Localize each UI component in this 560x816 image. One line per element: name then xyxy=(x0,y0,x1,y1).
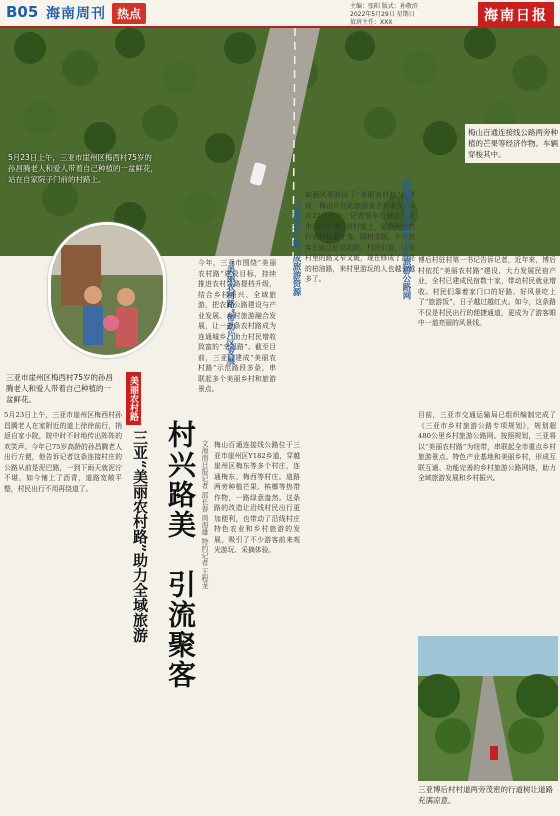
village-road-photo xyxy=(418,636,558,781)
article-column-5: 博后村驻村第一书记告诉记者，近年来，博后村依托“美丽农村路”建设，大力发展民宿产业，全村已建成民宿数十家，带动村民就业增收。村民们靠着家门口的好路、好风景吃上了“旅游饭”，日子越过越红火。如今，这条路不仅是村民出行的便捷通道，更成为了游客眼中一道亮丽的风景线。 xyxy=(418,256,556,327)
inset-caption: 三亚市崖州区梅西村75岁的孙昌腾老人和爱人带着自己种植的一盆鲜花。 xyxy=(6,373,114,404)
subhead-2: “美丽农村路”成旅游资源 xyxy=(291,200,301,297)
meta-date: 2022年5月29日 星期日 xyxy=(350,11,415,18)
page-code: B05 xyxy=(6,3,39,21)
article-column-2: 今年，三亚市围绕“美丽农村路”建设目标，持续推进农村公路提档升级，结合乡村振兴、全域旅游，把农村公路建设与产业发展、乡村旅游融合发展，让一条条农村路成为连通城乡、助力村民增收致富的“幸福路”。截至目前，三亚已建成“美丽农村路”示范路段多条，串联起多个美丽乡村和旅游景点。 xyxy=(198,259,276,393)
article-column-1: 5月23日上午，三亚市崖州区梅西村孙昌腾老人在家附近的道上徐徐前行，捎返自家小院，院中时不时地传出阵阵的欢笑声。今年已75岁高龄的孙昌腾老人出行方便，他告诉记者这条连接村庄的公路从前是泥巴路，一到下雨天就泥泞不堪，如今铺上了沥青，道路宽敞平整，村民出行不用再绕道了。 xyxy=(4,411,122,493)
article-byline: 文海南日报记者 邵长春 周海雄 特约记者 王程龙 xyxy=(201,440,209,589)
article-column-3: 梅山百通连接线公路位于三亚市崖州区Y182乡道，穿越崖州区梅东等多个村庄，连通梅东、梅西等村庄。道路两旁种植芒果、槟榔等热带作物，一路绿意盎然。这条路的改造让沿线村民出行更加便利，也带动了沿线村庄特色农业和乡村旅游的发展，吸引了不少游客前来观光游玩、采摘体验。 xyxy=(214,441,300,554)
meta-duty: 值班主任：XXX xyxy=(350,19,393,26)
meta-editor: 主编：张阳 版式：孙敬滨 xyxy=(350,3,418,10)
photo-caption-top-left: 5月23日上午，三亚市崖州区梅西村75岁的孙昌腾老人和爱人带着自己种植的一盆鲜花，站在自家院子门前的村路上。 xyxy=(8,153,158,184)
article-column-6: 目前，三亚市交通运输局已组织编制完成了《三亚市乡村旅游公路专项规划》，规划超480公里乡村旅游公路网。按照规划，三亚将以“美丽农村路”为纽带，串联起全市重点乡村旅游景点、特色产业基地和美丽乡村，形成互联互通、功能完善的乡村旅游公路网络，助力全域旅游发展和乡村振兴。 xyxy=(418,411,556,482)
photo-caption-bottom-right: 三亚博后村村道两旁茂密的行道树让道路充满凉意。 xyxy=(418,785,553,805)
hot-tag: 热点 xyxy=(112,3,146,24)
inset-photo xyxy=(48,222,166,358)
article-headline xyxy=(160,420,200,810)
article-column-4: 如画风景盼出了“美丽农村路”的建设，梅山片区的旅游业方兴未艾。5月22日中午，记者驱车行驶在三亚市吉阳区博后村村道上，道路两旁的行道树枝繁叶茂，绿树成荫，不少游客在路边驻足拍照。村民们说，以前村里的路又窄又破，现在修成了漂亮的柏油路，来村里游玩的人也越来越多了。 xyxy=(305,191,415,283)
section-name: 海南周刊 xyxy=(46,6,106,22)
elderly-couple-illustration xyxy=(51,225,163,355)
article-subtitle: 三亚“美丽农村路”助力全域旅游 xyxy=(131,430,149,643)
subhead-3: 规划超480公里乡村旅游公路网 xyxy=(401,180,411,300)
subhead-1: “美丽农村路”带动片区发展 xyxy=(225,260,235,365)
header-meta xyxy=(350,3,470,27)
page-header xyxy=(0,0,560,28)
photo-caption-top-right: 梅山百通连接线公路两旁种植的芒果等经济作物。车辆穿梭其中。 xyxy=(465,124,560,163)
article-tag: 美丽农村路 xyxy=(126,372,141,425)
headline-part-1: 村兴路美 xyxy=(164,420,197,540)
masthead-logo: 海南日报 xyxy=(478,2,554,28)
tree-lined-road-illustration xyxy=(418,636,558,781)
headline-part-2: 引流聚客 xyxy=(164,570,197,690)
